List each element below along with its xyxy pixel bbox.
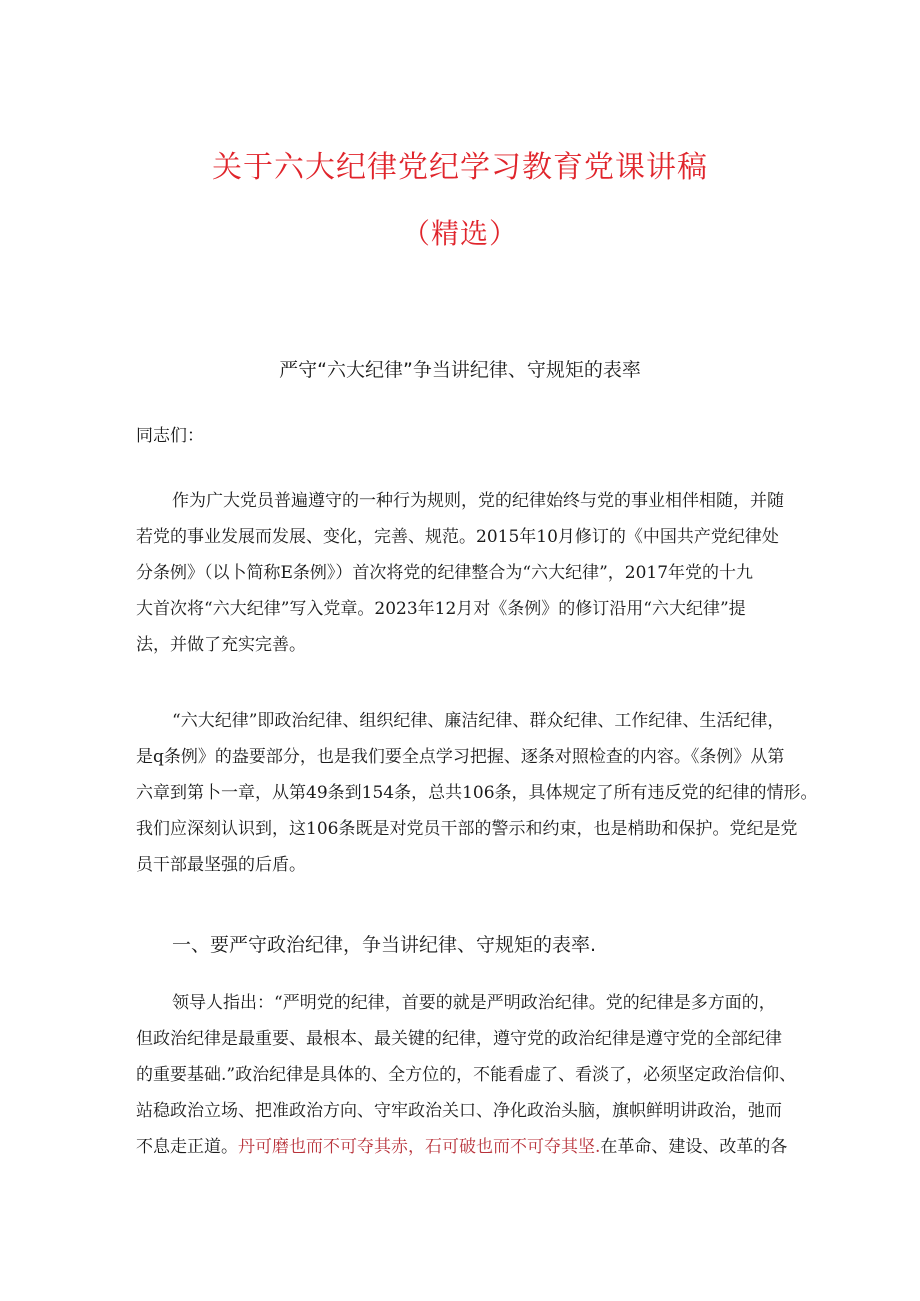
paragraph-2 xyxy=(136,703,818,883)
paragraph-line: 六章到第卜一章，从第49条到154条，总共106条，具体规定了所有违反党的纪律的情形。 xyxy=(136,783,818,803)
paragraph-line: 站稳政治立场、把准政治方向、守牢政治关口、净化政治头脑，旗帜鲜明讲政治，弛而 xyxy=(136,1101,782,1121)
section-heading-1: 一、要严守政治纪律，争当讲纪律、守规矩的表率. xyxy=(172,934,597,956)
paragraph-line: 但政治纪律是最重要、最根本、最关键的纪律，遵守党的政治纪律是遵守党的全部纪律 xyxy=(136,1029,782,1049)
paragraph-line: 大首次将“六大纪律”写入党章。2023年12月对《条例》的修订沿用“六大纪律”提 xyxy=(136,599,746,619)
section-title: 严守“六大纪律”争当讲纪律、守规矩的表率 xyxy=(279,359,641,381)
paragraph-line: “六大纪律”即政治纪律、组织纪律、廉洁纪律、群众纪律、工作纪律、生活纪律， xyxy=(172,711,785,731)
paragraph-line: 是q条例》的盎要部分，也是我们要全点学习把握、逐条对照检查的内容。《条例》从第 xyxy=(136,747,785,767)
highlighted-quote: 丹可磨也而不可夺其赤，石可破也而不可夺其坚. xyxy=(238,1137,601,1157)
document-subtitle: （精选） xyxy=(401,217,518,250)
paragraph-line: 我们应深刻认识到，这106条既是对党员干部的警示和约束，也是梢助和保护。党纪是党 xyxy=(136,819,798,839)
paragraph-line: 员干部最坚强的后盾。 xyxy=(136,855,306,875)
paragraph-line-last xyxy=(136,1129,796,1165)
paragraph-line: 领导人指出：“严明党的纪律，首要的就是严明政治纪律。党的纪律是多方面的， xyxy=(172,993,776,1013)
text-after-quote: 在革命、建设、改革的各 xyxy=(600,1137,788,1157)
paragraph-3 xyxy=(136,985,796,1165)
document-title: 关于六大纪律党纪学习教育党课讲稿 xyxy=(212,150,708,185)
paragraph-1 xyxy=(136,483,784,663)
paragraph-line: 的重要基础.”政治纪律是具体的、全方位的，不能看虚了、看淡了，必须坚定政治信仰、 xyxy=(136,1065,797,1085)
text-before-quote: 不息走正道。 xyxy=(136,1137,238,1157)
greeting: 同志们： xyxy=(136,426,204,446)
paragraph-line: 作为广大党员普遍遵守的一种行为规则，党的纪律始终与党的事业相伴相随，并随 xyxy=(172,491,784,511)
paragraph-line: 若党的事业发展而发展、变化，完善、规范。2015年10月修订的《中国共产党纪律处 xyxy=(136,527,779,547)
paragraph-line: 法，并做了充实完善。 xyxy=(136,635,306,655)
paragraph-line: 分条例》（以卜简称E条例》）首次将党的纪律整合为“六大纪律”，2017年党的十九 xyxy=(136,563,754,583)
